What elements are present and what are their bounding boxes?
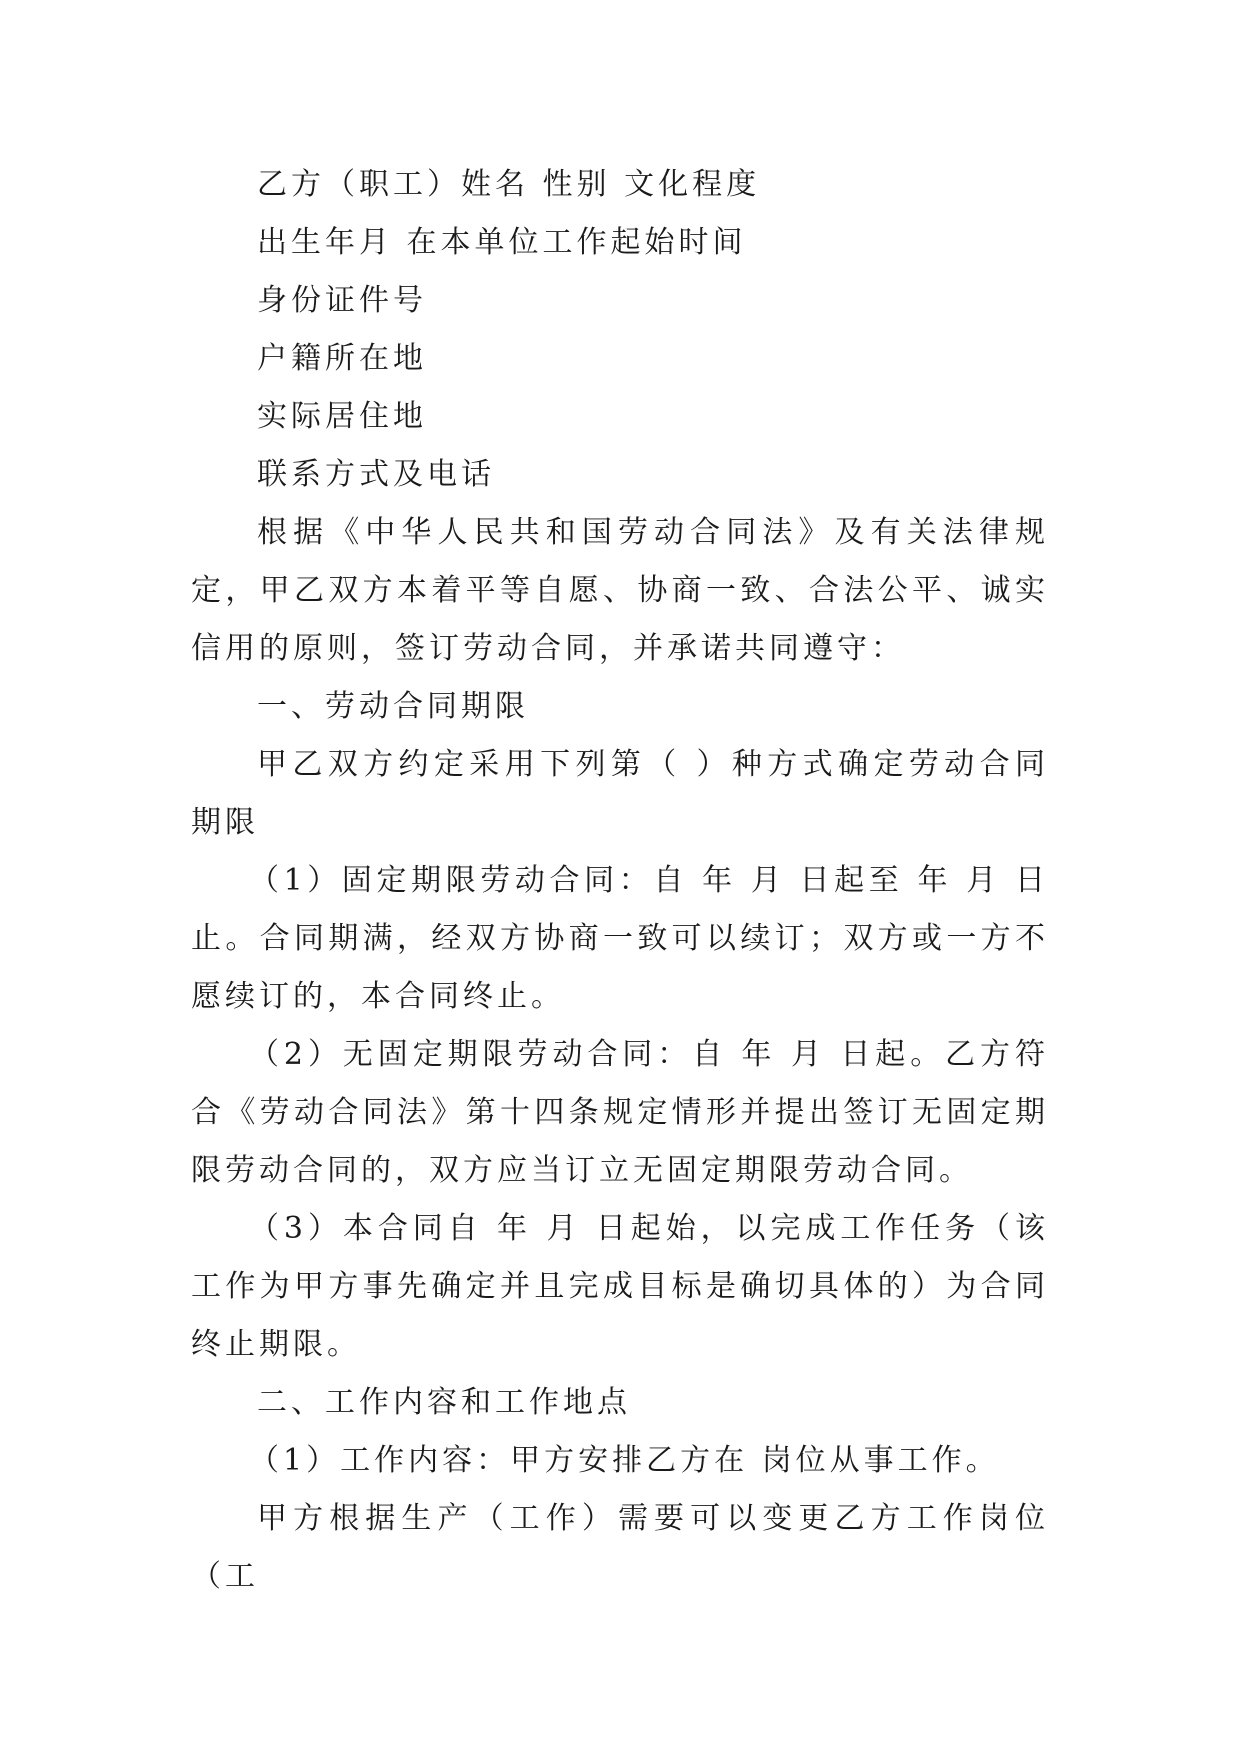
work-content-clause: （1）工作内容：甲方安排乙方在 岗位从事工作。 xyxy=(249,1443,1000,1478)
section-heading-term: 一、劳动合同期限 xyxy=(257,689,529,724)
employee-name-line: 乙方（职工）姓名 性别 文化程度 xyxy=(257,167,761,202)
fixed-term-clause: （1）固定期限劳动合同：自 年 月 日起至 年 月 日止。合同期满，经双方协商一致可以续订；双方或一方不愿续订的，本合同终止。 xyxy=(191,863,1049,1014)
section-heading-work: 二、工作内容和工作地点 xyxy=(257,1385,631,1420)
task-based-clause: （3）本合同自 年 月 日起始，以完成工作任务（该工作为甲方事先确定并且完成目标是确切具体的）为合同终止期限。 xyxy=(191,1211,1049,1362)
residence-line: 实际居住地 xyxy=(257,399,427,434)
document-body xyxy=(191,156,1049,1606)
position-change-paragraph: 甲方根据生产（工作）需要可以变更乙方工作岗位（工 xyxy=(191,1501,1049,1594)
id-number-line: 身份证件号 xyxy=(257,283,427,318)
term-method-paragraph: 甲乙双方约定采用下列第（ ）种方式确定劳动合同期限 xyxy=(191,747,1049,840)
open-ended-clause: （2）无固定期限劳动合同：自 年 月 日起。乙方符合《劳动合同法》第十四条规定情形并提出签订无固定期限劳动合同的，双方应当订立无固定期限劳动合同。 xyxy=(191,1037,1049,1188)
contact-line: 联系方式及电话 xyxy=(257,457,495,492)
legal-basis-paragraph: 根据《中华人民共和国劳动合同法》及有关法律规定，甲乙双方本着平等自愿、协商一致、合法公平、诚实信用的原则，签订劳动合同，并承诺共同遵守： xyxy=(191,515,1049,666)
birth-date-line: 出生年月 在本单位工作起始时间 xyxy=(257,225,747,260)
household-registration-line: 户籍所在地 xyxy=(257,341,427,376)
